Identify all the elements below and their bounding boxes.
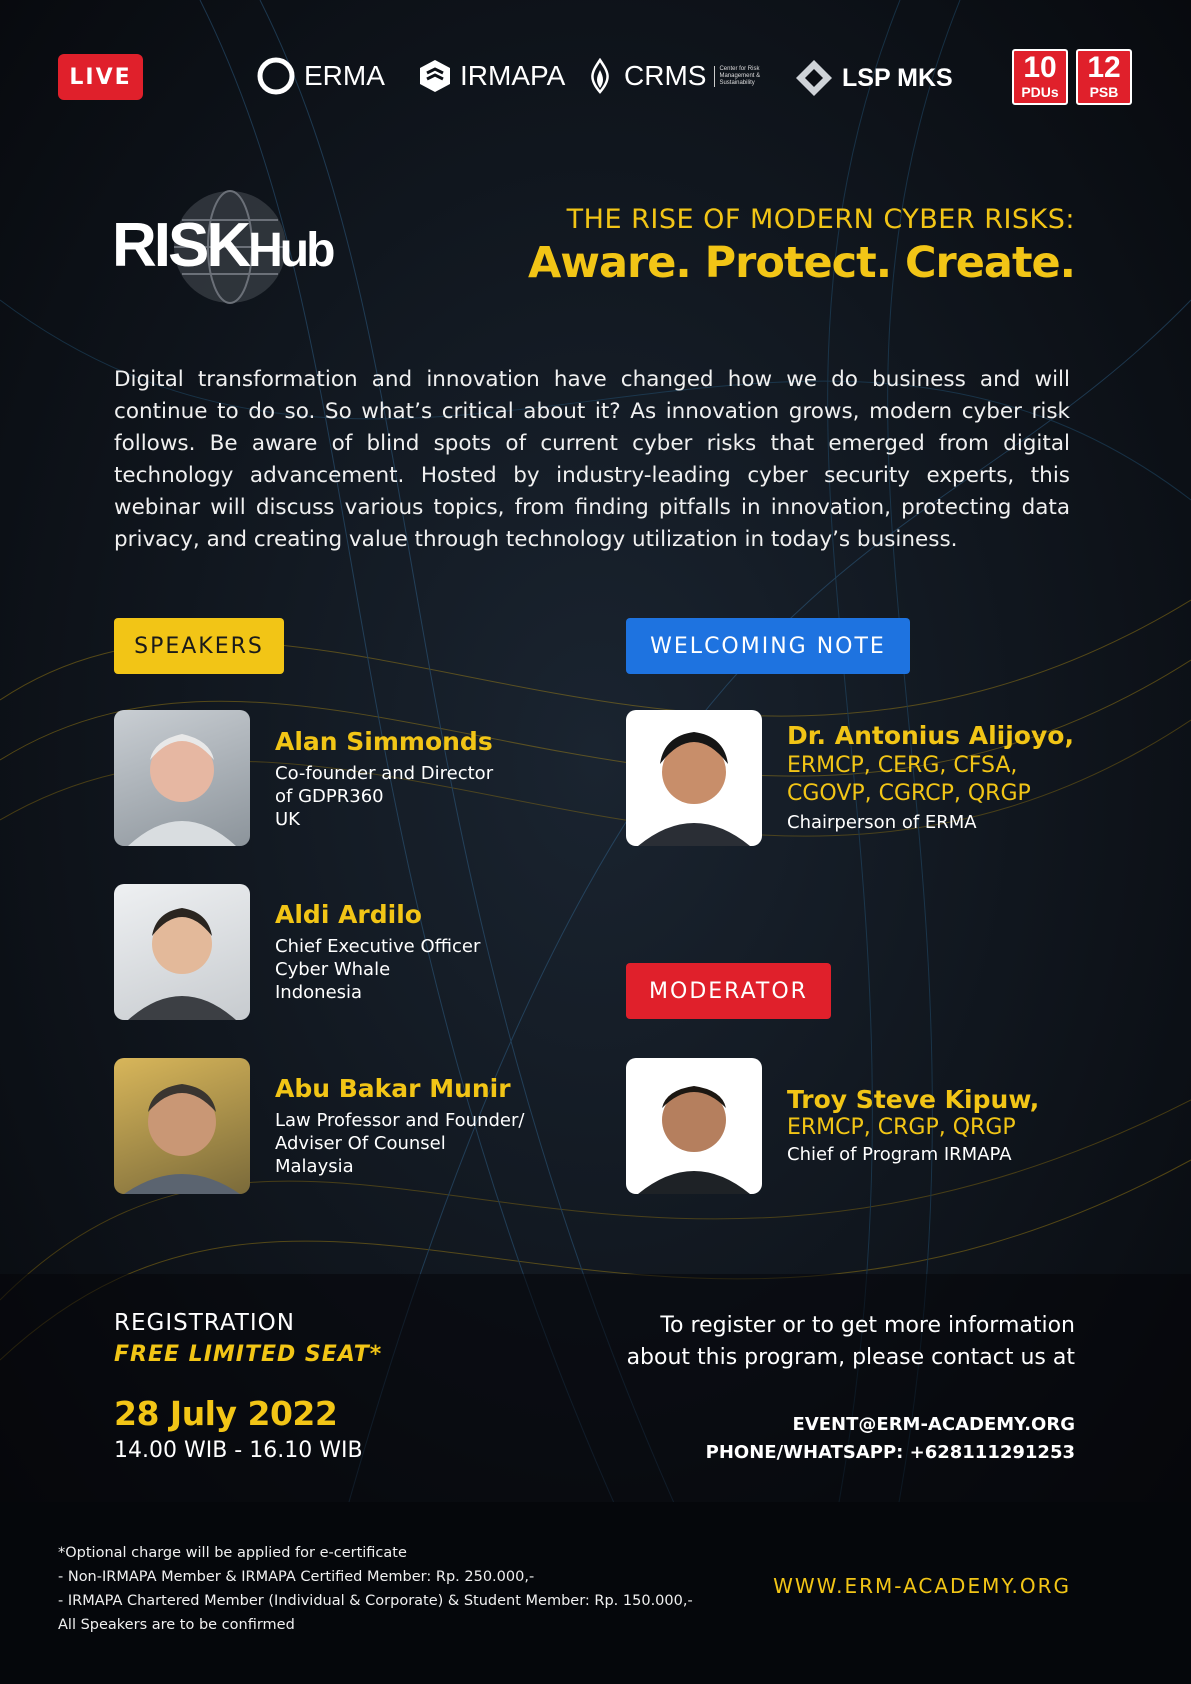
erma-ring-icon: [256, 56, 296, 96]
contact-intro-line2: about this program, please contact us at: [626, 1345, 1075, 1370]
person-avatar-icon: [114, 884, 250, 1020]
speaker-role-1: [275, 762, 493, 831]
pdu-badge-number: 10: [1023, 51, 1057, 84]
speaker-name-2: Aldi Ardilo: [275, 900, 422, 929]
live-badge: LIVE: [58, 54, 143, 100]
pdu-badge: [1012, 49, 1068, 105]
footer-note-3: - IRMAPA Chartered Member (Individual & Corporate) & Student Member: Rp. 150.000,-: [58, 1593, 693, 1609]
welcoming-note-tag: WELCOMING NOTE: [626, 618, 910, 674]
lsp-mks-logo-text: LSP MKS: [842, 63, 953, 92]
registration-band: [0, 1274, 1191, 1502]
contact-email-link[interactable]: EVENT@ERM-ACADEMY.ORG: [792, 1414, 1075, 1435]
speaker-role-2-line2: Cyber Whale: [275, 959, 391, 980]
welcoming-credentials: [787, 752, 1031, 808]
welcoming-name: Dr. Antonius Alijoyo,: [787, 721, 1074, 750]
person-avatar-icon: [626, 1058, 762, 1194]
speaker-name-3: Abu Bakar Munir: [275, 1074, 511, 1103]
riskhub-logo-part1: RISK: [112, 211, 249, 280]
speaker-role-2: [275, 935, 480, 1004]
lsp-mks-diamond-icon: [794, 58, 834, 98]
irmapa-hexagon-icon: [418, 58, 452, 94]
speaker-photo-1: [114, 710, 250, 846]
footer-note-2: - Non-IRMAPA Member & IRMAPA Certified Member: Rp. 250.000,-: [58, 1569, 535, 1585]
speakers-tag: SPEAKERS: [114, 618, 284, 674]
speaker-photo-3: [114, 1058, 250, 1194]
contact-phone[interactable]: PHONE/WHATSAPP: +628111291253: [705, 1442, 1075, 1463]
moderator-role: Chief of Program IRMAPA: [787, 1144, 1012, 1165]
crms-logo-text: CRMS: [624, 60, 707, 91]
headline-line2: Aware. Protect. Create.: [527, 238, 1075, 288]
pdu-badge-unit: PDUs: [1021, 84, 1059, 100]
moderator-name: Troy Steve Kipuw,: [787, 1085, 1040, 1114]
psb-badge-unit: PSB: [1089, 84, 1119, 100]
speaker-role-1-line1: Co-founder and Director: [275, 763, 494, 784]
contact-intro: [627, 1310, 1075, 1374]
speaker-role-3-line1: Law Professor and Founder/: [275, 1110, 525, 1131]
riskhub-logo-part2: Hub: [248, 224, 333, 277]
speaker-role-3: [275, 1109, 524, 1178]
website-link[interactable]: WWW.ERM-ACADEMY.ORG: [773, 1574, 1071, 1598]
riskhub-logo: [112, 210, 332, 281]
speaker-country-3: Malaysia: [275, 1156, 354, 1177]
erma-logo: [256, 56, 385, 96]
speaker-role-2-line1: Chief Executive Officer: [275, 936, 481, 957]
welcoming-photo: [626, 710, 762, 846]
moderator-tag: MODERATOR: [626, 963, 831, 1019]
crms-logo-subtitle: Center for Risk Management & Sustainability: [714, 66, 767, 87]
speaker-country-1: UK: [275, 809, 300, 830]
speaker-name-1: Alan Simmonds: [275, 727, 493, 756]
crms-logo: [584, 58, 767, 94]
welcoming-credentials-line1: ERMCP, CERG, CFSA,: [787, 753, 1018, 778]
irmapa-logo: [418, 58, 565, 94]
irmapa-logo-text: IRMAPA: [460, 60, 566, 91]
person-avatar-icon: [114, 710, 250, 846]
speaker-photo-2: [114, 884, 250, 1020]
event-date: 28 July 2022: [114, 1394, 338, 1433]
speaker-role-1-line2: of GDPR360: [275, 786, 384, 807]
lsp-mks-logo: [794, 58, 953, 98]
psb-badge: [1076, 49, 1132, 105]
footer-note-4: All Speakers are to be confirmed: [58, 1617, 295, 1633]
intro-paragraph: Digital transformation and innovation have changed how we do business and will continue to do so. So what’s critical about it? As innovation grows, modern cyber risk follows. Be aware of blind spots of current cyber risks that emerged from digital technology advancement. Hosted by industry-leading cyber security experts, this webinar will discuss various topics, from finding pitfalls in innovation, protecting data privacy, and creating value through technology utilization in today’s business.: [114, 367, 1070, 552]
erma-logo-text: ERMA: [304, 60, 385, 91]
moderator-credentials: ERMCP, CRGP, QRGP: [787, 1115, 1016, 1140]
moderator-photo: [626, 1058, 762, 1194]
speaker-role-3-line2: Adviser Of Counsel: [275, 1133, 446, 1154]
psb-badge-number: 12: [1087, 51, 1121, 84]
welcoming-credentials-line2: CGOVP, CGRCP, QRGP: [787, 781, 1031, 806]
event-time: 14.00 WIB - 16.10 WIB: [114, 1438, 363, 1463]
person-avatar-icon: [626, 710, 762, 846]
person-avatar-icon: [114, 1058, 250, 1194]
headline-line1: THE RISE OF MODERN CYBER RISKS:: [566, 204, 1075, 235]
footer-note-1: *Optional charge will be applied for e-certificate: [58, 1545, 407, 1561]
welcoming-role: Chairperson of ERMA: [787, 812, 977, 833]
contact-intro-line1: To register or to get more information: [660, 1313, 1075, 1338]
registration-free-seat: FREE LIMITED SEAT*: [114, 1342, 383, 1367]
crms-flame-icon: [584, 58, 616, 94]
registration-label: REGISTRATION: [114, 1310, 295, 1336]
speaker-country-2: Indonesia: [275, 982, 363, 1003]
